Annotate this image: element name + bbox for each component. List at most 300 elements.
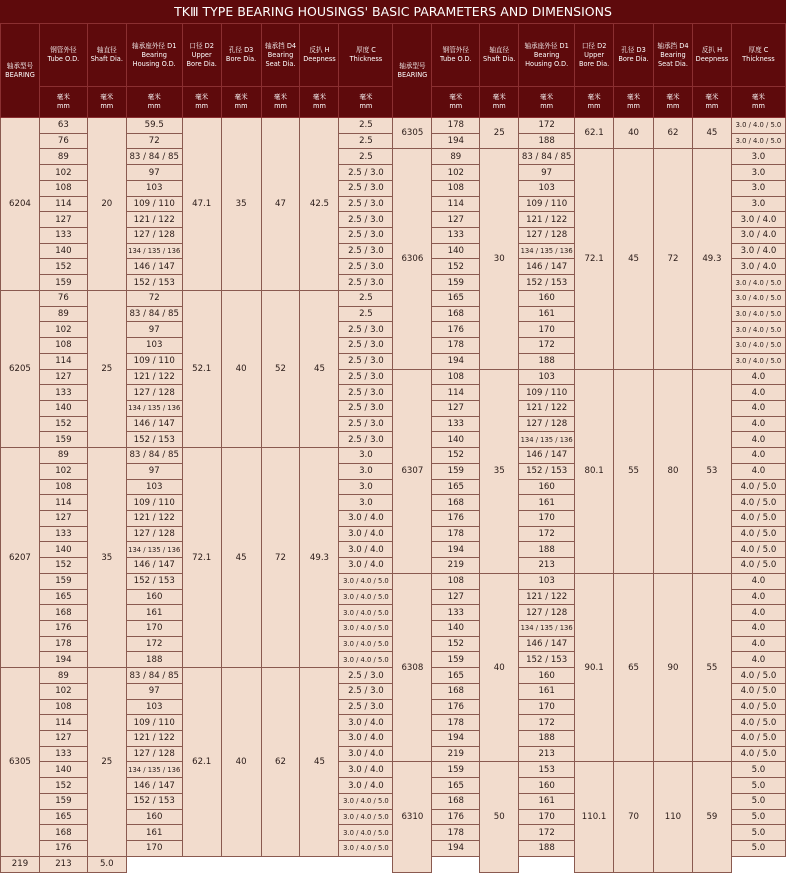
bearing-seat-dia: 72 xyxy=(261,448,300,668)
tube-od: 133 xyxy=(39,385,87,401)
tube-od: 176 xyxy=(39,621,87,637)
tube-od: 114 xyxy=(432,196,480,212)
column-header: 钢管外径 Tube O.D. xyxy=(432,24,480,87)
tube-od: 165 xyxy=(432,668,480,684)
housing-od: 121 / 122 xyxy=(519,589,575,605)
tube-od: 114 xyxy=(39,715,87,731)
housing-od: 97 xyxy=(126,683,182,699)
tube-od: 219 xyxy=(1,856,40,872)
housing-od: 170 xyxy=(519,699,575,715)
housing-od: 134 / 135 / 136 xyxy=(126,542,182,558)
tube-od: 108 xyxy=(432,573,480,589)
column-header: 轴直径 Shaft Dia. xyxy=(87,24,126,87)
thickness: 3.0 / 4.0 / 5.0 xyxy=(731,338,785,354)
thickness: 2.5 / 3.0 xyxy=(339,165,393,181)
housing-od: 121 / 122 xyxy=(126,731,182,747)
page-title: TKⅢ TYPE BEARING HOUSINGS' BASIC PARAMETERS AND DIMENSIONS xyxy=(0,0,786,23)
parameters-table xyxy=(0,23,786,873)
housing-od: 188 xyxy=(519,841,575,857)
thickness: 3.0 / 4.0 xyxy=(339,762,393,778)
upper-bore-dia: 47.1 xyxy=(182,118,221,291)
housing-od: 146 / 147 xyxy=(126,259,182,275)
tube-od: 159 xyxy=(39,793,87,809)
bearing-model: 6207 xyxy=(1,448,40,668)
thickness: 3.0 / 4.0 / 5.0 xyxy=(339,573,393,589)
housing-od: 160 xyxy=(519,778,575,794)
upper-bore-dia: 80.1 xyxy=(575,369,614,573)
tube-od: 176 xyxy=(432,699,480,715)
table-row xyxy=(1,118,786,134)
tube-od: 194 xyxy=(432,841,480,857)
housing-od: 103 xyxy=(126,338,182,354)
housing-od: 121 / 122 xyxy=(519,400,575,416)
thickness: 4.0 / 5.0 xyxy=(731,746,785,762)
housing-od: 161 xyxy=(126,605,182,621)
housing-od: 188 xyxy=(519,353,575,369)
housing-od: 121 / 122 xyxy=(519,212,575,228)
thickness: 2.5 xyxy=(339,290,393,306)
thickness: 2.5 xyxy=(339,133,393,149)
housing-od: 170 xyxy=(126,621,182,637)
housing-od: 146 / 147 xyxy=(126,558,182,574)
tube-od: 178 xyxy=(432,715,480,731)
tube-od: 108 xyxy=(432,369,480,385)
unit-header: 毫米 mm xyxy=(519,87,575,118)
column-header: 轴承座外径 D1 Bearing Housing O.D. xyxy=(519,24,575,87)
thickness: 4.0 xyxy=(731,448,785,464)
housing-od: 172 xyxy=(519,526,575,542)
thickness: 3.0 / 4.0 / 5.0 xyxy=(731,118,785,134)
tube-od: 194 xyxy=(432,542,480,558)
unit-header: 毫米 mm xyxy=(575,87,614,118)
housing-od: 127 / 128 xyxy=(126,526,182,542)
housing-od: 161 xyxy=(519,306,575,322)
shaft-dia: 30 xyxy=(480,149,519,369)
housing-od: 170 xyxy=(126,841,182,857)
column-header: 孔径 D3 Bore Dia. xyxy=(221,24,261,87)
housing-od: 83 / 84 / 85 xyxy=(126,306,182,322)
upper-bore-dia: 110.1 xyxy=(575,762,614,872)
housing-od: 72 xyxy=(126,133,182,149)
housing-od: 172 xyxy=(519,715,575,731)
thickness: 3.0 / 4.0 / 5.0 xyxy=(731,306,785,322)
thickness: 5.0 xyxy=(731,809,785,825)
thickness: 3.0 / 4.0 xyxy=(731,243,785,259)
tube-od: 168 xyxy=(432,683,480,699)
column-header: 轴承挡 D4 Bearing Seat Dia. xyxy=(261,24,300,87)
deepness: 45 xyxy=(300,668,339,857)
tube-od: 176 xyxy=(432,510,480,526)
tube-od: 194 xyxy=(39,652,87,668)
tube-od: 168 xyxy=(432,793,480,809)
tube-od: 152 xyxy=(432,636,480,652)
thickness: 4.0 / 5.0 xyxy=(731,731,785,747)
housing-od: 160 xyxy=(519,668,575,684)
housing-od: 152 / 153 xyxy=(519,463,575,479)
thickness: 2.5 / 3.0 xyxy=(339,275,393,291)
tube-od: 127 xyxy=(39,369,87,385)
bearing-model: 6308 xyxy=(393,573,432,762)
housing-od: 83 / 84 / 85 xyxy=(126,149,182,165)
unit-header: 毫米 mm xyxy=(221,87,261,118)
unit-header: 毫米 mm xyxy=(692,87,731,118)
shaft-dia: 35 xyxy=(480,369,519,573)
thickness: 4.0 / 5.0 xyxy=(731,558,785,574)
housing-od: 170 xyxy=(519,510,575,526)
deepness: 55 xyxy=(692,573,731,762)
unit-header: 毫米 mm xyxy=(731,87,785,118)
tube-od: 89 xyxy=(39,306,87,322)
housing-od: 161 xyxy=(519,683,575,699)
tube-od: 114 xyxy=(39,353,87,369)
thickness: 2.5 / 3.0 xyxy=(339,385,393,401)
tube-od: 102 xyxy=(39,463,87,479)
tube-od: 168 xyxy=(432,495,480,511)
housing-od: 213 xyxy=(39,856,87,872)
bearing-model: 6204 xyxy=(1,118,40,291)
thickness: 5.0 xyxy=(731,841,785,857)
thickness: 2.5 / 3.0 xyxy=(339,228,393,244)
housing-od: 97 xyxy=(126,165,182,181)
housing-od: 170 xyxy=(519,809,575,825)
column-header: 孔径 D3 Bore Dia. xyxy=(614,24,654,87)
tube-od: 178 xyxy=(432,825,480,841)
thickness: 2.5 / 3.0 xyxy=(339,259,393,275)
thickness: 4.0 xyxy=(731,385,785,401)
tube-od: 152 xyxy=(432,259,480,275)
bore-dia: 40 xyxy=(614,118,654,149)
tube-od: 152 xyxy=(39,416,87,432)
unit-header: 毫米 mm xyxy=(87,87,126,118)
tube-od: 159 xyxy=(432,652,480,668)
housing-od: 146 / 147 xyxy=(126,778,182,794)
unit-header: 毫米 mm xyxy=(126,87,182,118)
housing-od: 146 / 147 xyxy=(519,259,575,275)
tube-od: 76 xyxy=(39,290,87,306)
housing-od: 109 / 110 xyxy=(126,715,182,731)
thickness: 4.0 / 5.0 xyxy=(731,495,785,511)
tube-od: 140 xyxy=(432,243,480,259)
housing-od: 213 xyxy=(519,558,575,574)
thickness: 3.0 / 4.0 xyxy=(339,715,393,731)
bore-dia: 45 xyxy=(614,149,654,369)
tube-od: 176 xyxy=(39,841,87,857)
thickness: 3.0 xyxy=(339,448,393,464)
thickness: 4.0 xyxy=(731,463,785,479)
tube-od: 194 xyxy=(432,353,480,369)
thickness: 4.0 / 5.0 xyxy=(731,668,785,684)
housing-od: 109 / 110 xyxy=(519,196,575,212)
bearing-seat-dia: 80 xyxy=(653,369,692,573)
tube-od: 108 xyxy=(39,180,87,196)
tube-od: 140 xyxy=(39,762,87,778)
thickness: 3.0 / 4.0 / 5.0 xyxy=(731,275,785,291)
housing-od: 188 xyxy=(126,652,182,668)
housing-od: 83 / 84 / 85 xyxy=(126,448,182,464)
thickness: 2.5 / 3.0 xyxy=(339,369,393,385)
housing-od: 160 xyxy=(519,479,575,495)
housing-od: 134 / 135 / 136 xyxy=(519,432,575,448)
thickness: 2.5 / 3.0 xyxy=(339,683,393,699)
housing-od: 127 / 128 xyxy=(519,605,575,621)
bore-dia: 65 xyxy=(614,573,654,762)
tube-od: 114 xyxy=(432,385,480,401)
bore-dia: 40 xyxy=(221,668,261,857)
thickness: 2.5 / 3.0 xyxy=(339,180,393,196)
housing-od: 109 / 110 xyxy=(519,385,575,401)
tube-od: 127 xyxy=(432,400,480,416)
thickness: 3.0 / 4.0 xyxy=(731,228,785,244)
tube-od: 178 xyxy=(432,118,480,134)
thickness: 4.0 / 5.0 xyxy=(731,542,785,558)
tube-od: 178 xyxy=(432,526,480,542)
tube-od: 89 xyxy=(39,149,87,165)
thickness: 3.0 / 4.0 xyxy=(339,542,393,558)
housing-od: 160 xyxy=(126,589,182,605)
thickness: 3.0 / 4.0 / 5.0 xyxy=(731,322,785,338)
upper-bore-dia: 52.1 xyxy=(182,290,221,447)
tube-od: 176 xyxy=(432,809,480,825)
thickness: 3.0 xyxy=(731,196,785,212)
column-header: 轴承型号 BEARING xyxy=(393,24,432,118)
thickness: 3.0 xyxy=(731,180,785,196)
thickness: 4.0 xyxy=(731,432,785,448)
thickness: 4.0 xyxy=(731,589,785,605)
housing-od: 97 xyxy=(126,322,182,338)
thickness: 4.0 / 5.0 xyxy=(731,526,785,542)
thickness: 2.5 / 3.0 xyxy=(339,416,393,432)
thickness: 2.5 xyxy=(339,118,393,134)
thickness: 3.0 xyxy=(731,149,785,165)
thickness: 4.0 / 5.0 xyxy=(731,699,785,715)
tube-od: 165 xyxy=(432,290,480,306)
housing-od: 161 xyxy=(126,825,182,841)
tube-od: 76 xyxy=(39,133,87,149)
tube-od: 102 xyxy=(39,165,87,181)
thickness: 2.5 / 3.0 xyxy=(339,400,393,416)
tube-od: 127 xyxy=(432,212,480,228)
tube-od: 165 xyxy=(39,589,87,605)
thickness: 4.0 xyxy=(731,573,785,589)
housing-od: 83 / 84 / 85 xyxy=(126,668,182,684)
bore-dia: 35 xyxy=(221,118,261,291)
tube-od: 108 xyxy=(39,479,87,495)
housing-od: 97 xyxy=(519,165,575,181)
thickness: 3.0 / 4.0 xyxy=(339,526,393,542)
housing-od: 172 xyxy=(519,338,575,354)
unit-header: 毫米 mm xyxy=(300,87,339,118)
tube-od: 219 xyxy=(432,558,480,574)
thickness: 3.0 / 4.0 xyxy=(731,259,785,275)
thickness: 3.0 / 4.0 xyxy=(339,510,393,526)
housing-od: 172 xyxy=(519,825,575,841)
thickness: 5.0 xyxy=(87,856,126,872)
upper-bore-dia: 62.1 xyxy=(575,118,614,149)
housing-od: 59.5 xyxy=(126,118,182,134)
thickness: 2.5 / 3.0 xyxy=(339,668,393,684)
unit-header: 毫米 mm xyxy=(614,87,654,118)
tube-od: 140 xyxy=(39,542,87,558)
thickness: 2.5 / 3.0 xyxy=(339,432,393,448)
deepness: 49.3 xyxy=(692,149,731,369)
thickness: 3.0 / 4.0 xyxy=(339,731,393,747)
column-header: 口径 D2 Upper Bore Dia. xyxy=(182,24,221,87)
tube-od: 140 xyxy=(39,243,87,259)
tube-od: 127 xyxy=(39,510,87,526)
thickness: 4.0 / 5.0 xyxy=(731,510,785,526)
thickness: 3.0 / 4.0 / 5.0 xyxy=(731,133,785,149)
thickness: 5.0 xyxy=(731,778,785,794)
thickness: 4.0 / 5.0 xyxy=(731,479,785,495)
thickness: 2.5 / 3.0 xyxy=(339,338,393,354)
tube-od: 159 xyxy=(39,573,87,589)
thickness: 3.0 / 4.0 / 5.0 xyxy=(339,825,393,841)
upper-bore-dia: 62.1 xyxy=(182,668,221,857)
thickness: 4.0 xyxy=(731,621,785,637)
housing-od: 121 / 122 xyxy=(126,369,182,385)
thickness: 2.5 xyxy=(339,149,393,165)
thickness: 3.0 / 4.0 xyxy=(731,212,785,228)
tube-od: 114 xyxy=(39,495,87,511)
tube-od: 133 xyxy=(432,605,480,621)
tube-od: 219 xyxy=(432,746,480,762)
deepness: 45 xyxy=(300,290,339,447)
housing-od: 72 xyxy=(126,290,182,306)
bore-dia: 70 xyxy=(614,762,654,872)
deepness: 45 xyxy=(692,118,731,149)
bearing-seat-dia: 72 xyxy=(653,149,692,369)
deepness: 42.5 xyxy=(300,118,339,291)
bearing-seat-dia: 62 xyxy=(261,668,300,857)
column-header: 口径 D2 Upper Bore Dia. xyxy=(575,24,614,87)
tube-od: 159 xyxy=(432,463,480,479)
bearing-model: 6306 xyxy=(393,149,432,369)
tube-od: 108 xyxy=(39,699,87,715)
thickness: 3.0 / 4.0 / 5.0 xyxy=(731,353,785,369)
thickness: 2.5 / 3.0 xyxy=(339,212,393,228)
housing-od: 188 xyxy=(519,133,575,149)
thickness: 3.0 / 4.0 / 5.0 xyxy=(339,793,393,809)
housing-od: 127 / 128 xyxy=(519,416,575,432)
housing-od: 103 xyxy=(126,699,182,715)
thickness: 3.0 / 4.0 xyxy=(339,558,393,574)
tube-od: 152 xyxy=(432,448,480,464)
column-header: 轴直径 Shaft Dia. xyxy=(480,24,519,87)
housing-od: 188 xyxy=(519,731,575,747)
bearing-seat-dia: 62 xyxy=(653,118,692,149)
bearing-model: 6305 xyxy=(393,118,432,149)
housing-od: 152 / 153 xyxy=(519,652,575,668)
thickness: 2.5 / 3.0 xyxy=(339,322,393,338)
thickness: 3.0 / 4.0 / 5.0 xyxy=(339,636,393,652)
housing-od: 121 / 122 xyxy=(126,212,182,228)
column-header: 厚度 C Thickness xyxy=(731,24,785,87)
housing-od: 103 xyxy=(126,479,182,495)
upper-bore-dia: 72.1 xyxy=(575,149,614,369)
unit-header: 毫米 mm xyxy=(480,87,519,118)
tube-od: 159 xyxy=(432,275,480,291)
housing-od: 103 xyxy=(126,180,182,196)
shaft-dia: 40 xyxy=(480,573,519,762)
housing-od: 134 / 135 / 136 xyxy=(519,621,575,637)
unit-header: 毫米 mm xyxy=(432,87,480,118)
thickness: 3.0 xyxy=(339,495,393,511)
tube-od: 108 xyxy=(432,180,480,196)
table-body xyxy=(1,118,786,873)
housing-od: 97 xyxy=(126,463,182,479)
bore-dia: 55 xyxy=(614,369,654,573)
thickness: 3.0 / 4.0 / 5.0 xyxy=(339,841,393,857)
housing-od: 152 / 153 xyxy=(126,793,182,809)
tube-od: 165 xyxy=(39,809,87,825)
tube-od: 176 xyxy=(432,322,480,338)
thickness: 4.0 xyxy=(731,400,785,416)
thickness: 2.5 / 3.0 xyxy=(339,243,393,259)
bearing-seat-dia: 90 xyxy=(653,573,692,762)
housing-od: 121 / 122 xyxy=(126,510,182,526)
bearing-model: 6305 xyxy=(1,668,40,857)
tube-od: 140 xyxy=(39,400,87,416)
thickness: 3.0 / 4.0 / 5.0 xyxy=(339,589,393,605)
tube-od: 133 xyxy=(39,526,87,542)
tube-od: 102 xyxy=(39,322,87,338)
thickness: 5.0 xyxy=(731,825,785,841)
tube-od: 159 xyxy=(39,432,87,448)
housing-od: 152 / 153 xyxy=(126,573,182,589)
tube-od: 63 xyxy=(39,118,87,134)
tube-od: 168 xyxy=(39,825,87,841)
tube-od: 133 xyxy=(39,228,87,244)
housing-od: 146 / 147 xyxy=(519,448,575,464)
bearing-seat-dia: 47 xyxy=(261,118,300,291)
housing-od: 160 xyxy=(126,809,182,825)
tube-od: 152 xyxy=(39,778,87,794)
thickness: 3.0 / 4.0 xyxy=(339,746,393,762)
tube-od: 89 xyxy=(39,448,87,464)
upper-bore-dia: 72.1 xyxy=(182,448,221,668)
tube-od: 133 xyxy=(432,416,480,432)
tube-od: 140 xyxy=(432,621,480,637)
housing-od: 103 xyxy=(519,180,575,196)
housing-od: 161 xyxy=(519,793,575,809)
housing-od: 152 / 153 xyxy=(126,432,182,448)
unit-header: 毫米 mm xyxy=(653,87,692,118)
column-header: 反扒 H Deepness xyxy=(692,24,731,87)
tube-od: 102 xyxy=(432,165,480,181)
column-header: 钢管外径 Tube O.D. xyxy=(39,24,87,87)
column-header: 轴承型号 BEARING xyxy=(1,24,40,118)
unit-header: 毫米 mm xyxy=(182,87,221,118)
tube-od: 165 xyxy=(432,778,480,794)
tube-od: 89 xyxy=(39,668,87,684)
tube-od: 140 xyxy=(432,432,480,448)
thickness: 4.0 xyxy=(731,636,785,652)
bore-dia: 40 xyxy=(221,290,261,447)
deepness: 53 xyxy=(692,369,731,573)
tube-od: 102 xyxy=(39,683,87,699)
housing-od: 127 / 128 xyxy=(126,228,182,244)
bearing-seat-dia: 110 xyxy=(653,762,692,872)
tube-od: 127 xyxy=(39,212,87,228)
thickness: 3.0 xyxy=(339,463,393,479)
thickness: 2.5 / 3.0 xyxy=(339,699,393,715)
tube-od: 152 xyxy=(39,259,87,275)
unit-header: 毫米 mm xyxy=(339,87,393,118)
tube-od: 194 xyxy=(432,133,480,149)
housing-od: 153 xyxy=(519,762,575,778)
thickness: 3.0 / 4.0 / 5.0 xyxy=(339,652,393,668)
deepness: 59 xyxy=(692,762,731,872)
